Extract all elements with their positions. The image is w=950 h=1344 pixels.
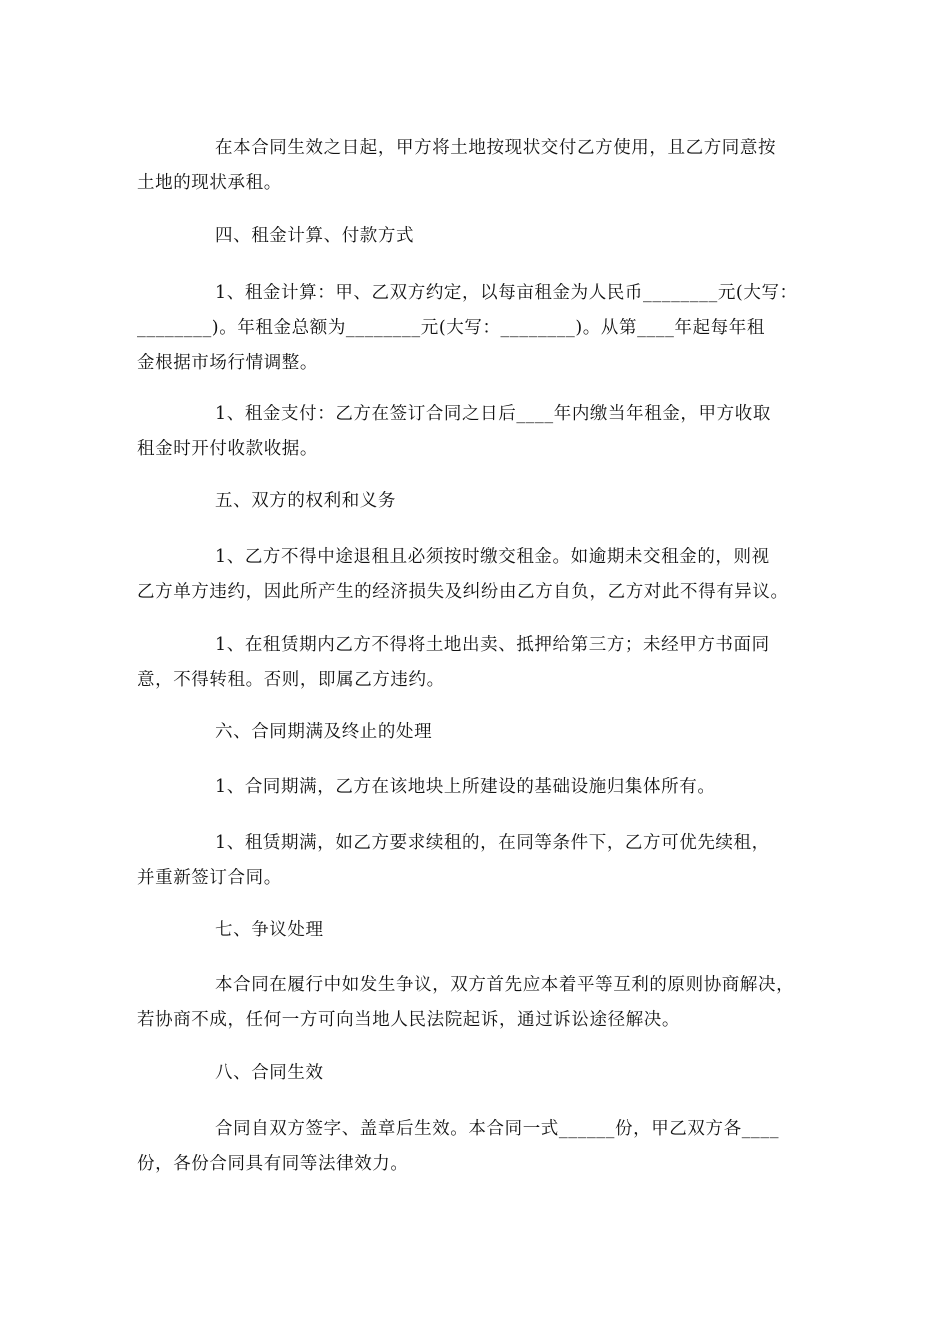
paragraph-dispute-resolution [137,968,827,1038]
section-heading-dispute-resolution [137,913,827,948]
text-line: 1、租金计算：甲、乙双方约定，以每亩租金为人民币________元(大写： [215,283,798,303]
section-heading-rent-payment [137,219,827,254]
paragraph-contract-expiry [137,770,827,805]
text-line: 1、在租赁期内乙方不得将土地出卖、抵押给第三方；未经甲方书面同 [215,635,770,655]
paragraph-no-early-termination [137,540,827,610]
text-line: 合同自双方签字、盖章后生效。本合同一式______份，甲乙双方各____ [215,1119,780,1139]
paragraph-lease-renewal [137,826,827,896]
section-heading: 五、双方的权利和义务 [215,491,396,511]
section-heading: 八、合同生效 [215,1063,324,1083]
text-line: 租金时开付收款收据。 [137,439,318,459]
paragraph-start-of-use [137,131,827,201]
section-heading: 四、租金计算、付款方式 [215,226,415,246]
paragraph-effectiveness [137,1112,827,1182]
section-heading: 七、争议处理 [215,920,324,940]
paragraph-rent-calculation [137,276,827,381]
text-line: 若协商不成，任何一方可向当地人民法院起诉，通过诉讼途径解决。 [137,1010,680,1030]
text-line: 意，不得转租。否则，即属乙方违约。 [137,670,445,690]
text-line: 1、乙方不得中途退租且必须按时缴交租金。如逾期未交租金的，则视 [215,547,770,567]
text-line: ________)。年租金总额为________元(大写：________)。从第____年起每年租 [137,318,765,338]
text-line: 在本合同生效之日起，甲方将土地按现状交付乙方使用，且乙方同意按 [215,138,777,158]
text-line: 乙方单方违约，因此所产生的经济损失及纠纷由乙方自负，乙方对此不得有异议。 [137,582,789,602]
section-heading-expiry-termination [137,715,827,750]
paragraph-rent-payment [137,397,827,467]
section-heading: 六、合同期满及终止的处理 [215,722,433,742]
paragraph-no-sublease [137,628,827,698]
text-line: 土地的现状承租。 [137,173,282,193]
text-line: 份，各份合同具有同等法律效力。 [137,1154,409,1174]
text-line: 并重新签订合同。 [137,868,282,888]
section-heading-rights-obligations [137,484,827,519]
text-line: 金根据市场行情调整。 [137,353,318,373]
text-line: 1、合同期满，乙方在该地块上所建设的基础设施归集体所有。 [215,777,716,797]
text-line: 1、租赁期满，如乙方要求续租的，在同等条件下，乙方可优先续租， [215,833,770,853]
text-line: 1、租金支付：乙方在签订合同之日后____年内缴当年租金，甲方收取 [215,404,771,424]
text-line: 本合同在履行中如发生争议，双方首先应本着平等互利的原则协商解决， [215,975,795,995]
section-heading-effectiveness [137,1056,827,1091]
